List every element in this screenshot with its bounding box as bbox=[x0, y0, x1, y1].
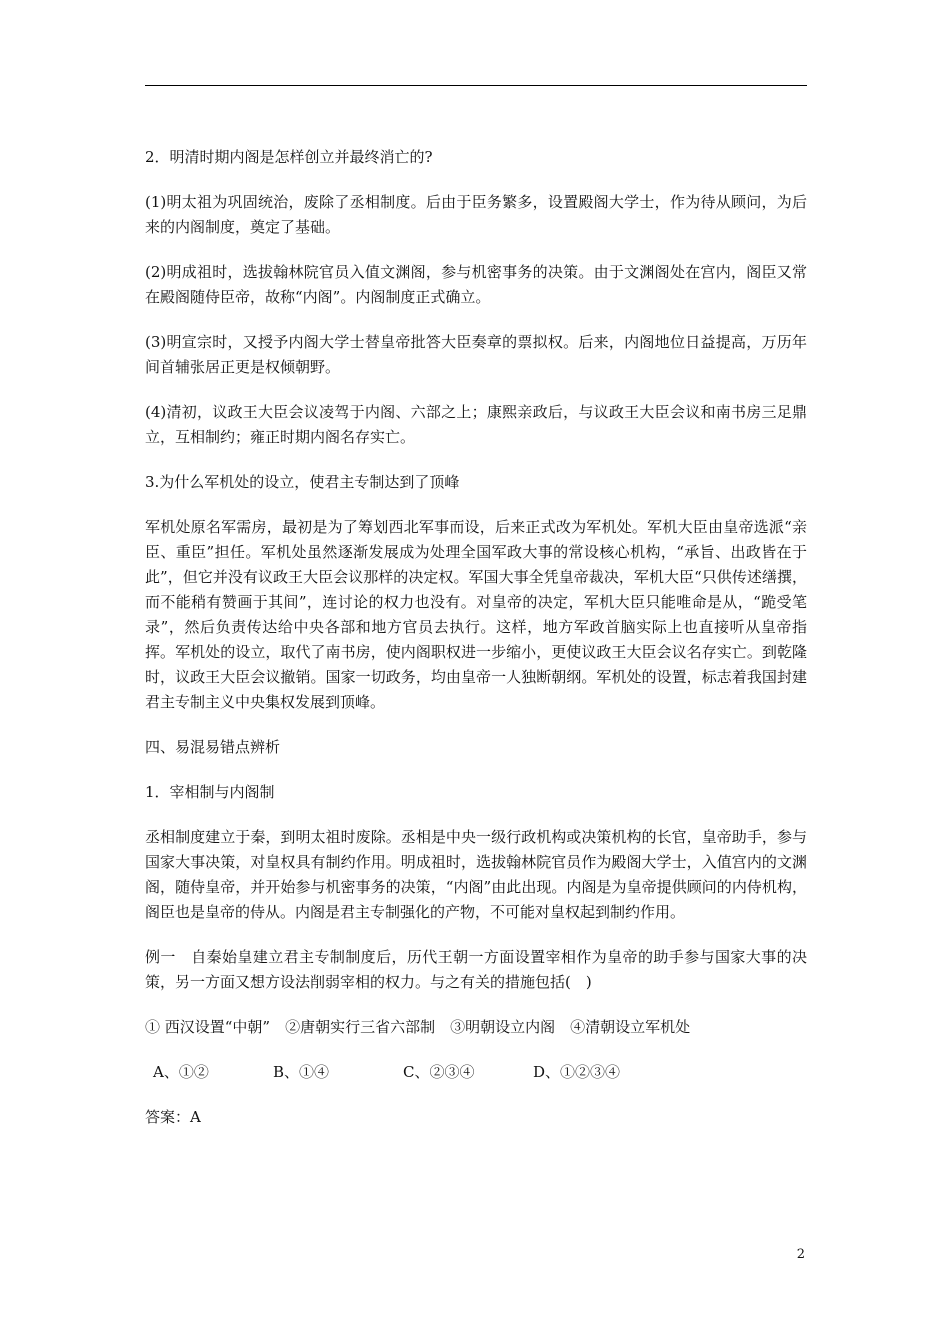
example-statements: ① 西汉设置“中朝” ②唐朝实行三省六部制 ③明朝设立内阁 ④清朝设立军机处 bbox=[145, 1018, 691, 1036]
section-4-heading: 四、易混易错点辨析 bbox=[145, 738, 281, 756]
option-d: D、①②③④ bbox=[533, 1063, 621, 1081]
option-a: A、①② bbox=[153, 1063, 209, 1081]
question-2-heading: 2．明清时期内阁是怎样创立并最终消亡的? bbox=[145, 148, 433, 166]
question-3-heading: 3.为什么军机处的设立，使君主专制达到了顶峰 bbox=[145, 473, 460, 491]
answer-point-4: (4)清初，议政王大臣会议凌驾于内阁、六部之上；康熙亲政后，与议政王大臣会议和南书房三足鼎立，互相制约；雍正时期内阁名存实亡。 bbox=[145, 403, 807, 446]
example-question: 例一 自秦始皇建立君主专制制度后，历代王朝一方面设置宰相作为皇帝的助手参与国家大事的决策，另一方面又想方设法削弱宰相的权力。与之有关的措施包括( ) bbox=[145, 948, 807, 991]
document-body bbox=[145, 145, 807, 1150]
answer-options bbox=[145, 1060, 807, 1085]
page-number: 2 bbox=[796, 1247, 805, 1262]
subsection-1-heading: 1．宰相制与内阁制 bbox=[145, 783, 275, 801]
option-c: C、②③④ bbox=[403, 1063, 475, 1081]
answer-point-1: (1)明太祖为巩固统治，废除了丞相制度。后由于臣务繁多，设置殿阁大学士，作为待从顾问，为后来的内阁制度，奠定了基础。 bbox=[145, 193, 807, 236]
answer-point-3: (3)明宣宗时，又授予内阁大学士替皇帝批答大臣奏章的票拟权。后来，内阁地位日益提高，万历年间首辅张居正更是权倾朝野。 bbox=[145, 333, 807, 376]
option-b: B、①④ bbox=[273, 1063, 330, 1081]
answer-point-2: (2)明成祖时，选拔翰林院官员入值文渊阁，参与机密事务的决策。由于文渊阁处在宫内，阁臣又常在殿阁随侍臣帝，故称“内阁”。内阁制度正式确立。 bbox=[145, 263, 807, 306]
header-rule bbox=[145, 85, 807, 86]
question-3-answer: 军机处原名军需房，最初是为了筹划西北军事而设，后来正式改为军机处。军机大臣由皇帝选派“亲臣、重臣”担任。军机处虽然逐渐发展成为处理全国军政大事的常设核心机构，“承旨、出政皆在于此”，但它并没有议政王大臣会议那样的决定权。军国大事全凭皇帝裁决，军机大臣“只供传述缮撰，而不能稍有赞画于其间”，连讨论的权力也没有。对皇帝的决定，军机大臣只能唯命是从，“跪受笔录”，然后负责传达给中央各部和地方官员去执行。这样，地方军政首脑实际上也直接听从皇帝指挥。军机处的设立，取代了南书房，使内阁职权进一步缩小，更使议政王大臣会议名存实亡。到乾隆时，议政王大臣会议撤销。国家一切政务，均由皇帝一人独断朝纲。军机处的设置，标志着我国封建君主专制主义中央集权发展到顶峰。 bbox=[145, 518, 807, 711]
answer-line: 答案：A bbox=[145, 1108, 201, 1126]
subsection-1-body: 丞相制度建立于秦，到明太祖时废除。丞相是中央一级行政机构或决策机构的长官，皇帝助手，参与国家大事决策，对皇权具有制约作用。明成祖时，选拔翰林院官员作为殿阁大学士，入值宫内的文渊阁，随侍皇帝，并开始参与机密事务的决策，“内阁”由此出现。内阁是为皇帝提供顾问的内侍机构，阁臣也是皇帝的侍从。内阁是君主专制强化的产物，不可能对皇权起到制约作用。 bbox=[145, 828, 807, 921]
